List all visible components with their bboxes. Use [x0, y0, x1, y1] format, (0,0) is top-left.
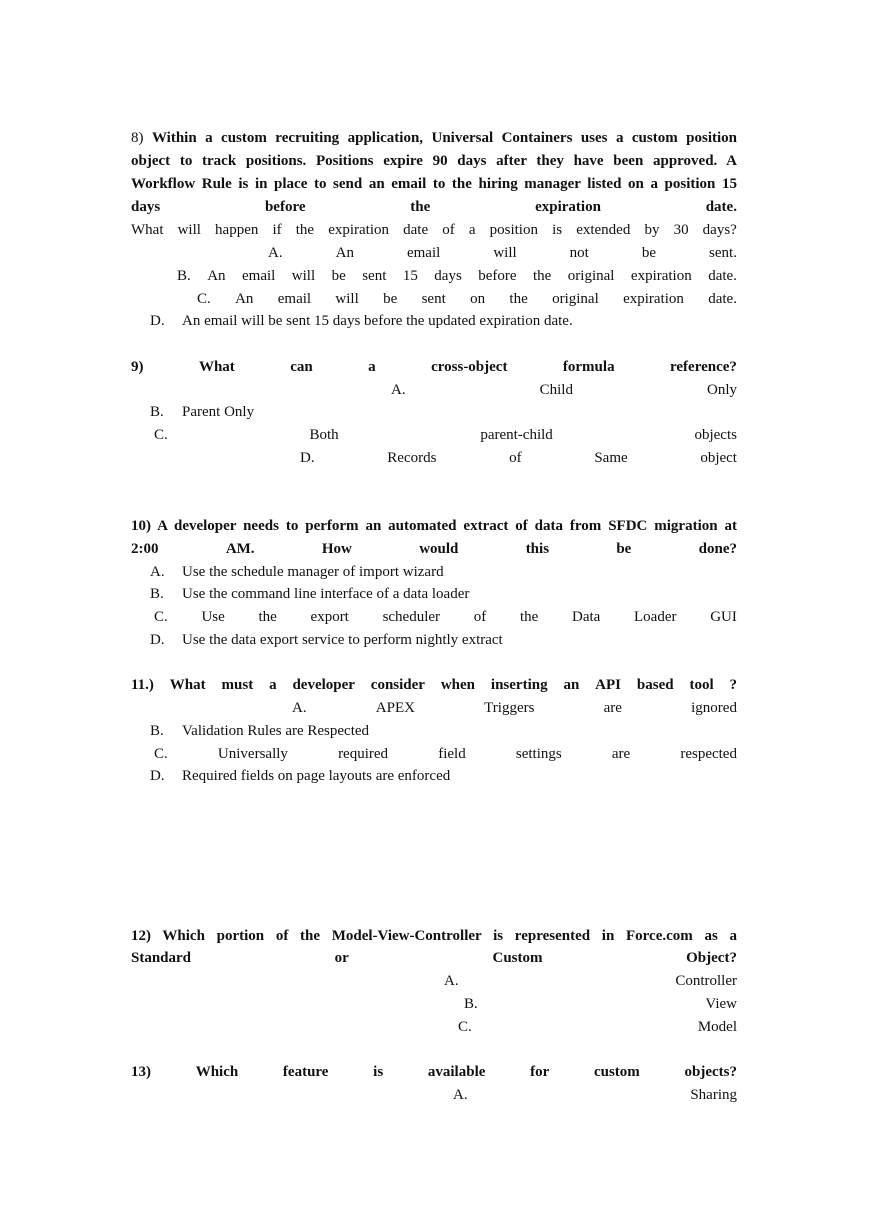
- word: if: [272, 222, 282, 238]
- word: expiration: [328, 222, 390, 238]
- q8-option-d: [150, 310, 573, 333]
- q8-option-b: [177, 265, 737, 288]
- line-text: 8) Within a custom recruiting application, Universal Containers uses a custom position: [131, 130, 737, 146]
- word: An: [207, 268, 226, 284]
- line-text: 12) Which portion of the Model-View-Controller is represented in Force.com as a: [131, 928, 737, 944]
- q11-option-d-text: Required fields on page layouts are enforced: [182, 768, 451, 784]
- word: Which: [195, 1064, 239, 1080]
- word: the: [509, 291, 528, 307]
- word: of: [442, 222, 455, 238]
- word: the: [295, 222, 315, 238]
- q11-option-b-letter: B.: [150, 723, 164, 739]
- q8-line-3: [131, 173, 737, 196]
- word: What: [198, 359, 235, 375]
- q12-line-1: [131, 925, 737, 948]
- word: An: [235, 291, 254, 307]
- q10-option-b-text: Use the command line interface of a data loader: [182, 586, 470, 602]
- word: email: [242, 268, 276, 284]
- word: on: [470, 291, 486, 307]
- q12-option-a: [444, 970, 737, 993]
- q11-option-d: [150, 765, 450, 788]
- word: scheduler: [382, 609, 441, 625]
- word: 30: [673, 222, 689, 238]
- line-text: Workflow Rule is in place to send an email to the hiring manager listed on a position 15: [131, 176, 737, 192]
- word: A.: [444, 973, 459, 989]
- word: C.: [458, 1019, 472, 1035]
- q11-option-c: [154, 743, 737, 766]
- word: a: [269, 677, 277, 693]
- word: will: [177, 222, 201, 238]
- word: Loader: [634, 609, 677, 625]
- word: extended: [576, 222, 631, 238]
- word: are: [603, 700, 622, 716]
- q9-option-d: [300, 447, 737, 470]
- q11-option-d-letter: D.: [150, 768, 165, 784]
- word: A.: [391, 382, 406, 398]
- word: respected: [680, 746, 737, 762]
- word: a: [468, 222, 476, 238]
- word: can: [290, 359, 313, 375]
- word: the: [519, 609, 539, 625]
- word: inserting: [490, 677, 548, 693]
- q8-option-d-text: An email will be sent 15 days before the updated expiration date.: [182, 313, 573, 329]
- word: must: [221, 677, 254, 693]
- q10-option-a-letter: A.: [150, 564, 165, 580]
- word: formula: [562, 359, 615, 375]
- word: of: [509, 450, 522, 466]
- word: are: [611, 746, 631, 762]
- word: will: [493, 245, 517, 261]
- q13-option-a: [453, 1084, 737, 1107]
- word: sent.: [709, 245, 737, 261]
- word: C.: [154, 427, 168, 443]
- word: or: [334, 950, 349, 966]
- word: APEX: [375, 700, 415, 716]
- word: reference?: [670, 359, 737, 375]
- word: objects?: [684, 1064, 737, 1080]
- word: 2:00: [131, 541, 159, 557]
- word: A.: [453, 1087, 468, 1103]
- word: B.: [464, 996, 478, 1012]
- word: Custom: [492, 950, 543, 966]
- word: ?: [729, 677, 737, 693]
- q10-option-d-text: Use the data export service to perform nightly extract: [182, 632, 503, 648]
- word: is: [552, 222, 563, 238]
- word: Data: [571, 609, 601, 625]
- word: C.: [154, 609, 168, 625]
- q11-option-b-text: Validation Rules are Respected: [182, 723, 370, 739]
- q11-option-b: [150, 720, 369, 743]
- word: when: [440, 677, 476, 693]
- word: cross-object: [431, 359, 508, 375]
- word: before: [264, 199, 306, 215]
- q8-line-1: [131, 127, 737, 150]
- q8-option-d-letter: D.: [150, 313, 165, 329]
- word: would: [419, 541, 459, 557]
- q11-option-a: [292, 697, 737, 720]
- word: happen: [215, 222, 259, 238]
- word: for: [530, 1064, 550, 1080]
- word: an: [563, 677, 580, 693]
- word: Object?: [686, 950, 737, 966]
- word: expiration: [623, 291, 684, 307]
- word: this: [525, 541, 550, 557]
- q9-option-c: [154, 424, 737, 447]
- word: GUI: [710, 609, 737, 625]
- word: Model: [697, 1019, 737, 1035]
- word: export: [310, 609, 349, 625]
- word: be: [641, 245, 657, 261]
- word: How: [321, 541, 352, 557]
- word: 15: [402, 268, 418, 284]
- word: Both: [309, 427, 339, 443]
- q8-line-5: [131, 219, 737, 242]
- word: date: [403, 222, 429, 238]
- word: parent-child: [480, 427, 553, 443]
- q9-option-b-letter: B.: [150, 404, 164, 420]
- word: available: [427, 1064, 486, 1080]
- word: ignored: [691, 700, 737, 716]
- word: expiration: [630, 268, 692, 284]
- word: days: [434, 268, 462, 284]
- word: What: [169, 677, 206, 693]
- word: be: [383, 291, 398, 307]
- q9-option-b-text: Parent Only: [182, 404, 255, 420]
- q12-option-c: [458, 1016, 737, 1039]
- word: of: [473, 609, 487, 625]
- word: Triggers: [484, 700, 535, 716]
- word: email: [406, 245, 441, 261]
- word: Child: [539, 382, 573, 398]
- word: C.: [154, 746, 168, 762]
- word: View: [705, 996, 737, 1012]
- word: consider: [370, 677, 425, 693]
- word: A.: [292, 700, 307, 716]
- word: the: [258, 609, 277, 625]
- word: expiration: [535, 199, 601, 215]
- q10-option-b: [150, 583, 469, 606]
- word: 13): [131, 1064, 151, 1080]
- q12-option-b: [464, 993, 737, 1016]
- word: done?: [698, 541, 737, 557]
- word: Same: [594, 450, 628, 466]
- q8-line-2: [131, 150, 737, 173]
- word: What: [131, 222, 164, 238]
- word: days?: [702, 222, 737, 238]
- word: will: [335, 291, 359, 307]
- q10-line-2: [131, 538, 737, 561]
- word: be: [331, 268, 346, 284]
- word: a: [368, 359, 376, 375]
- word: by: [644, 222, 660, 238]
- word: B.: [177, 268, 191, 284]
- q10-option-c: [154, 606, 737, 629]
- word: position: [489, 222, 538, 238]
- q12-line-2: [131, 947, 737, 970]
- q13-question: [131, 1061, 737, 1084]
- word: field: [438, 746, 466, 762]
- word: date.: [708, 268, 737, 284]
- word: object: [700, 450, 737, 466]
- word: date.: [705, 199, 737, 215]
- word: settings: [515, 746, 562, 762]
- q10-option-d-letter: D.: [150, 632, 165, 648]
- q10-option-a-text: Use the schedule manager of import wizard: [182, 564, 444, 580]
- word: developer: [292, 677, 355, 693]
- word: email: [277, 291, 312, 307]
- word: based: [636, 677, 674, 693]
- word: will: [291, 268, 316, 284]
- q8-line-4: [131, 196, 737, 219]
- word: Controller: [675, 973, 737, 989]
- q8-option-a: [268, 242, 737, 265]
- word: 9): [131, 359, 144, 375]
- q9-question: [131, 356, 737, 379]
- word: Records: [387, 450, 437, 466]
- word: custom: [593, 1064, 640, 1080]
- q10-option-b-letter: B.: [150, 586, 164, 602]
- q11-question: [131, 674, 737, 697]
- word: Sharing: [690, 1087, 737, 1103]
- word: the: [533, 268, 552, 284]
- q9-option-b: [150, 401, 254, 424]
- line-text: object to track positions. Positions expire 90 days after they have been approved. A: [131, 153, 737, 169]
- word: before: [478, 268, 517, 284]
- word: is: [373, 1064, 384, 1080]
- word: Standard: [131, 950, 192, 966]
- word: feature: [282, 1064, 329, 1080]
- word: sent: [362, 268, 387, 284]
- word: required: [338, 746, 389, 762]
- q8-option-c: [197, 288, 737, 311]
- word: A.: [268, 245, 283, 261]
- word: Universally: [217, 746, 288, 762]
- word: D.: [300, 450, 315, 466]
- word: days: [131, 199, 161, 215]
- q9-option-a: [391, 379, 737, 402]
- q10-option-d: [150, 629, 503, 652]
- word: 11.): [131, 677, 154, 693]
- word: AM.: [225, 541, 255, 557]
- q10-line-1: [131, 515, 737, 538]
- word: Use: [201, 609, 225, 625]
- word: the: [410, 199, 431, 215]
- word: tool: [689, 677, 714, 693]
- word: date.: [708, 291, 737, 307]
- word: original: [567, 268, 615, 284]
- word: original: [552, 291, 599, 307]
- line-text: 10) A developer needs to perform an automated extract of data from SFDC migration at: [131, 518, 737, 534]
- word: sent: [421, 291, 446, 307]
- word: objects: [694, 427, 737, 443]
- word: not: [569, 245, 589, 261]
- word: be: [616, 541, 632, 557]
- word: An: [335, 245, 354, 261]
- word: Only: [707, 382, 737, 398]
- q10-option-a: [150, 561, 444, 584]
- word: API: [595, 677, 622, 693]
- word: C.: [197, 291, 211, 307]
